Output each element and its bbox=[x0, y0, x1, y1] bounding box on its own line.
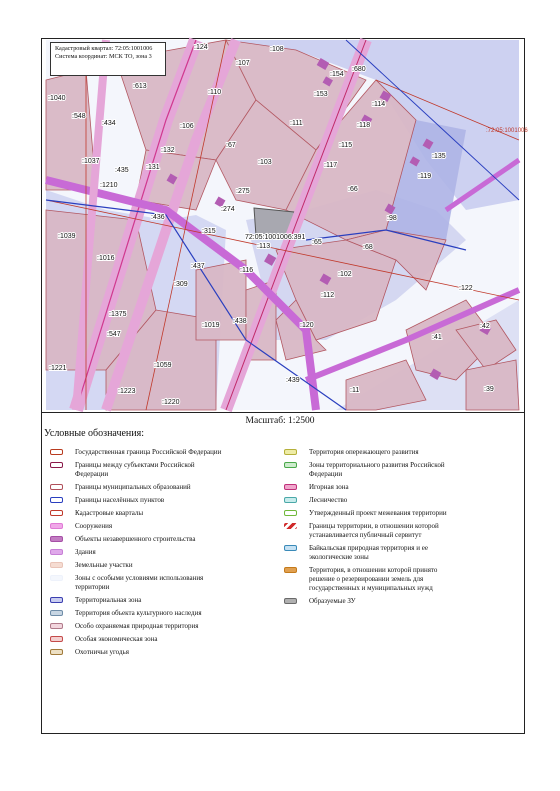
legend-swatch bbox=[50, 562, 63, 568]
parcel-label: :117 bbox=[324, 162, 338, 169]
legend-label: Особая экономическая зона bbox=[75, 635, 158, 643]
legend-swatch bbox=[50, 649, 63, 655]
legend-label: Территориальная зона bbox=[75, 596, 142, 604]
legend-swatch bbox=[284, 497, 297, 503]
parcel-label: :11 bbox=[350, 387, 360, 394]
coordinate-system: Система координат: МСК ТО, зона 3 bbox=[55, 52, 152, 60]
legend-label: Территория объекта культурного наследия bbox=[75, 609, 202, 617]
parcel-label: :108 bbox=[270, 46, 284, 53]
parcel-label: :1375 bbox=[109, 311, 127, 318]
legend-item bbox=[50, 648, 225, 657]
legend-swatch bbox=[284, 484, 297, 490]
map-scale: Масштаб: 1:2500 bbox=[245, 416, 315, 426]
parcel-label: :131 bbox=[146, 164, 160, 171]
parcel-label: :1019 bbox=[202, 322, 220, 329]
legend-swatch bbox=[50, 610, 63, 616]
legend-right-column bbox=[284, 448, 459, 610]
map-info-box bbox=[50, 42, 166, 76]
parcel-label: :309 bbox=[174, 281, 188, 288]
legend-label: Байкальская природная территория и ее экологические зоны bbox=[309, 544, 428, 561]
parcel-label: :42 bbox=[480, 323, 490, 330]
parcel-label: :438 bbox=[233, 318, 247, 325]
parcel-label: :41 bbox=[432, 334, 442, 341]
legend-item bbox=[50, 448, 225, 457]
legend-label: Территория опережающего развития bbox=[309, 448, 419, 456]
legend-label: Игорная зона bbox=[309, 483, 349, 491]
parcel-label: :1059 bbox=[154, 362, 172, 369]
parcel-label: :135 bbox=[432, 153, 446, 160]
parcel-label: :315 bbox=[202, 228, 216, 235]
legend-label: Территория, в отношении которой принято решение о резервировании земель для государственных и муниципальных нужд bbox=[309, 566, 438, 592]
parcel-label: :103 bbox=[258, 159, 272, 166]
parcel-label: :116 bbox=[240, 267, 254, 274]
legend-swatch bbox=[50, 449, 63, 455]
parcel-label: :613 bbox=[133, 83, 147, 90]
legend-item bbox=[50, 561, 225, 570]
parcel-label: :113 bbox=[257, 243, 271, 250]
legend-item bbox=[284, 509, 459, 518]
legend-title: Условные обозначения: bbox=[44, 428, 145, 439]
legend-item bbox=[284, 448, 459, 457]
legend-swatch bbox=[50, 510, 63, 516]
legend-item bbox=[284, 496, 459, 505]
legend-swatch bbox=[50, 597, 63, 603]
parcel-label: :67 bbox=[226, 142, 236, 149]
parcel-label: :112 bbox=[321, 292, 335, 299]
legend-item bbox=[50, 635, 225, 644]
parcel-label: :274 bbox=[221, 206, 235, 213]
cadastral-map[interactable] bbox=[46, 40, 528, 410]
parcel-label: :120 bbox=[300, 322, 314, 329]
parcel-label: :439 bbox=[286, 377, 300, 384]
parcel-label: :1223 bbox=[118, 388, 136, 395]
legend-label: Зоны с особыми условиями использования территории bbox=[75, 574, 204, 591]
legend-swatch bbox=[284, 510, 297, 516]
legend-item bbox=[50, 574, 225, 592]
map-canvas[interactable] bbox=[46, 40, 528, 410]
legend-item bbox=[50, 596, 225, 605]
legend-swatch bbox=[50, 462, 63, 468]
parcel-label: :153 bbox=[314, 91, 328, 98]
legend-swatch bbox=[50, 523, 63, 529]
legend-item bbox=[50, 509, 225, 518]
legend-label: Государственная граница Российской Федерации bbox=[75, 448, 222, 456]
parcel-label: :114 bbox=[372, 101, 386, 108]
legend-label: Границы населённых пунктов bbox=[75, 496, 165, 504]
legend-label: Здания bbox=[75, 548, 96, 556]
parcel-label: :437 bbox=[191, 263, 205, 270]
parcel-label: :547 bbox=[107, 331, 121, 338]
legend-swatch bbox=[284, 462, 297, 468]
legend-label: Границы муниципальных образований bbox=[75, 483, 191, 491]
parcel-label: :435 bbox=[115, 167, 129, 174]
parcel-label: :66 bbox=[348, 186, 358, 193]
parcel-label: :65 bbox=[312, 239, 322, 246]
legend-label: Земельные участки bbox=[75, 561, 133, 569]
parcel-label: :39 bbox=[484, 386, 494, 393]
parcel-label: :122 bbox=[459, 285, 473, 292]
legend-label: Особо охраняемая природная территория bbox=[75, 622, 199, 630]
parcel-label: :1221 bbox=[49, 365, 67, 372]
legend-label: Объекты незавершенного строительства bbox=[75, 535, 196, 543]
legend-swatch bbox=[284, 449, 297, 455]
legend-left-column bbox=[50, 448, 225, 661]
legend-label: Зоны территориального развития Российской Федерации bbox=[309, 461, 445, 478]
parcel-label: :72:05:1001006 bbox=[486, 128, 528, 134]
legend-swatch bbox=[50, 636, 63, 642]
legend-label: Образуемые ЗУ bbox=[309, 597, 356, 605]
parcel-label: :106 bbox=[180, 123, 194, 130]
parcel-label: :124 bbox=[194, 44, 208, 51]
legend-item bbox=[284, 483, 459, 492]
legend-label: Сооружения bbox=[75, 522, 113, 530]
legend-item bbox=[50, 609, 225, 618]
parcel-label: 72:05:1001006:391 bbox=[245, 234, 306, 241]
legend-label: Охотничьи угодья bbox=[75, 648, 129, 656]
legend-label: Границы территории, в отношении которой устанавливается публичный сервитут bbox=[309, 522, 439, 539]
legend-swatch bbox=[284, 545, 297, 551]
legend-swatch bbox=[284, 567, 297, 573]
parcel-label: :1039 bbox=[58, 233, 76, 240]
parcel-label: :434 bbox=[102, 120, 116, 127]
legend-item bbox=[50, 461, 225, 479]
parcel-label: :1016 bbox=[97, 255, 115, 262]
parcel-label: :110 bbox=[208, 89, 222, 96]
legend-swatch bbox=[284, 523, 297, 529]
legend-swatch bbox=[50, 623, 63, 629]
parcel-label: :118 bbox=[357, 122, 371, 129]
parcel-label: :98 bbox=[387, 215, 397, 222]
legend-item bbox=[284, 566, 459, 593]
map-divider bbox=[41, 412, 525, 413]
parcel-label: :680 bbox=[352, 66, 366, 73]
legend-label: Лесничество bbox=[309, 496, 348, 504]
legend-item bbox=[50, 483, 225, 492]
parcel-label: :102 bbox=[338, 271, 352, 278]
legend-swatch bbox=[50, 497, 63, 503]
parcel-label: :1040 bbox=[48, 95, 66, 102]
parcel-label: :1210 bbox=[100, 182, 118, 189]
parcel-label: :132 bbox=[161, 147, 175, 154]
legend-item bbox=[50, 522, 225, 531]
parcel-label: :154 bbox=[330, 71, 344, 78]
legend-swatch bbox=[284, 598, 297, 604]
parcel-label: :111 bbox=[290, 120, 303, 127]
parcel-label: :115 bbox=[339, 142, 353, 149]
legend-item bbox=[284, 597, 459, 606]
legend-swatch bbox=[50, 484, 63, 490]
legend-item bbox=[284, 544, 459, 562]
legend-item bbox=[50, 496, 225, 505]
legend-label: Границы между субъектами Российской Федерации bbox=[75, 461, 195, 478]
parcel-label: :548 bbox=[72, 113, 86, 120]
legend-swatch bbox=[50, 549, 63, 555]
parcel-label: :275 bbox=[236, 188, 250, 195]
parcel-label: :1037 bbox=[82, 158, 100, 165]
legend-label: Кадастровые кварталы bbox=[75, 509, 144, 517]
legend-item bbox=[284, 461, 459, 479]
parcel-label: :107 bbox=[236, 60, 250, 67]
legend-item bbox=[50, 548, 225, 557]
legend-item bbox=[284, 522, 459, 540]
parcel-label: :1220 bbox=[162, 399, 180, 406]
legend-label: Утвержденный проект межевания территории bbox=[309, 509, 447, 517]
legend-swatch bbox=[50, 575, 63, 581]
parcel-label: :68 bbox=[363, 244, 373, 251]
legend-item bbox=[50, 622, 225, 631]
quarter-number: Кадастровый квартал: 72:05:1001006 bbox=[55, 45, 153, 52]
legend-swatch bbox=[50, 536, 63, 542]
parcel-label: :119 bbox=[418, 173, 432, 180]
legend-item bbox=[50, 535, 225, 544]
parcel-label: :436 bbox=[151, 214, 165, 221]
